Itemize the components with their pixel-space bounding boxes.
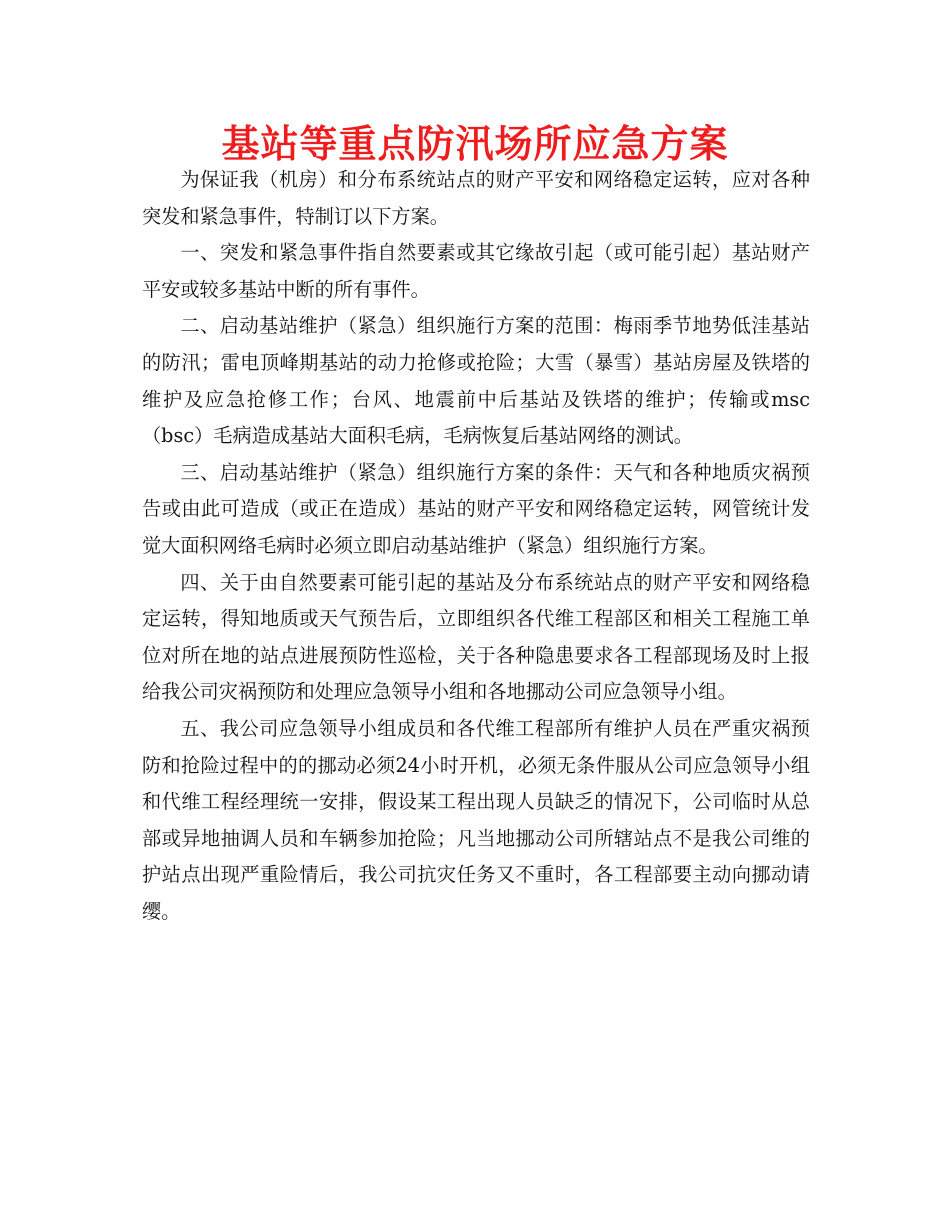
document-title: 基站等重点防汛场所应急方案: [221, 122, 729, 166]
paragraph-4: 四、关于由自然要素可能引起的基站及分布系统站点的财产平安和网络稳定运转，得知地质或天气预告后，立即组织各代维工程部区和相关工程施工单位对所在地的站点进展预防性巡检，关于各种隐患要求各工程部现场及时上报给我公司灾祸预防和处理应急领导小组和各地挪动公司应急领导小组。: [142, 570, 810, 704]
paragraph-5: 五、我公司应急领导小组成员和各代维工程部所有维护人员在严重灾祸预防和抢险过程中的的挪动必须24小时开机，必须无条件服从公司应急领导小组和代维工程经理统一安排，假设某工程出现人员缺乏的情况下，公司临时从总部或异地抽调人员和车辆参加抢险；凡当地挪动公司所辖站点不是我公司维的护站点出现严重险情后，我公司抗灾任务又不重时，各工程部要主动向挪动请缨。: [142, 716, 810, 923]
paragraph-3: 三、启动基站维护（紧急）组织施行方案的条件：天气和各种地质灾祸预告或由此可造成（或正在造成）基站的财产平安和网络稳定运转，网管统计发觉大面积网络毛病时必须立即启动基站维护（紧急）组织施行方案。: [142, 460, 810, 557]
paragraph-2: 二、启动基站维护（紧急）组织施行方案的范围：梅雨季节地势低洼基站的防汛；雷电顶峰期基站的动力抢修或抢险；大雪（暴雪）基站房屋及铁塔的维护及应急抢修工作；台风、地震前中后基站及铁塔的维护；传输或msc（bsc）毛病造成基站大面积毛病，毛病恢复后基站网络的测试。: [142, 314, 810, 448]
paragraph-1: 一、突发和紧急事件指自然要素或其它缘故引起（或可能引起）基站财产平安或较多基站中断的所有事件。: [142, 241, 810, 301]
paragraph-intro: 为保证我（机房）和分布系统站点的财产平安和网络稳定运转，应对各种突发和紧急事件，特制订以下方案。: [142, 168, 810, 228]
document-body: [142, 162, 810, 930]
